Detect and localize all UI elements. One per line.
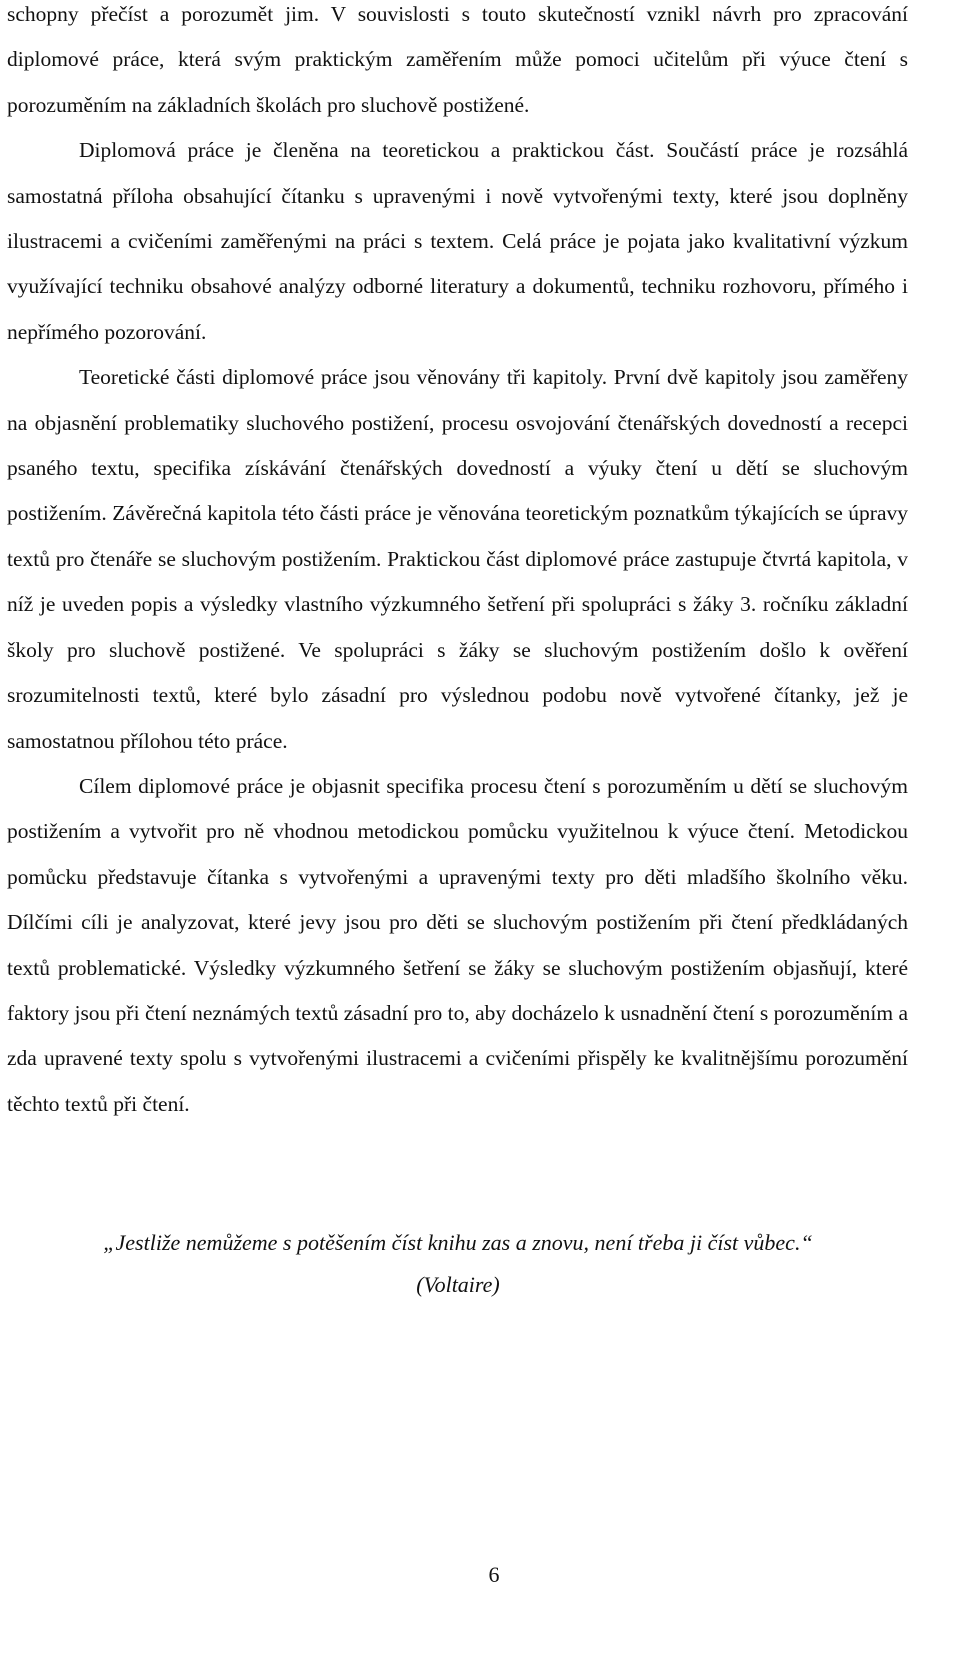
body-text <box>7 0 908 1127</box>
epigraph-quote <box>0 1222 916 1306</box>
quote-author: (Voltaire) <box>416 1272 500 1297</box>
paragraph-2: Diplomová práce je členěna na teoretickou a praktickou část. Součástí práce je rozsáhlá samostatná příloha obsahující čítanku s upravenými i nově vytvořenými texty, které jsou doplněny ilustracemi a cvičeními zaměřenými na práci s textem. Celá práce je pojata jako kvalitativní výzkum využívající techniku obsahové analýzy odborné literatury a dokumentů, techniku rozhovoru, přímého i nepřímého pozorování. <box>7 138 908 344</box>
page-number: 6 <box>488 1562 500 1587</box>
paragraph-3: Teoretické části diplomové práce jsou věnovány tři kapitoly. První dvě kapitoly jsou zaměřeny na objasnění problematiky sluchového postižení, procesu osvojování čtenářských dovedností a recepci psaného textu, specifika získávání čtenářských dovedností a výuky čtení u dětí se sluchovým postižením. Závěrečná kapitola této části práce je věnována teoretickým poznatkům týkajících se úpravy textů pro čtenáře se sluchovým postižením. Praktickou část diplomové práce zastupuje čtvrtá kapitola, v níž je uveden popis a výsledky vlastního výzkumného šetření při spolupráci s žáky 3. ročníku základní školy pro sluchově postižené. Ve spolupráci s žáky se sluchovým postižením došlo k ověření srozumitelnosti textů, které bylo zásadní pro výslednou podobu nově vytvořené čítanky, jež je samostatnou přílohou této práce. <box>7 365 908 753</box>
quote-text: „Jestliže nemůžeme s potěšením číst knihu zas a znovu, není třeba ji číst vůbec.“ <box>103 1230 813 1255</box>
paragraph-1: schopny přečíst a porozumět jim. V souvislosti s touto skutečností vznikl návrh pro zpracování diplomové práce, která svým praktickým zaměřením může pomoci učitelům při výuce čtení s porozuměním na základních školách pro sluchově postižené. <box>7 2 908 117</box>
paragraph-4: Cílem diplomové práce je objasnit specifika procesu čtení s porozuměním u dětí se sluchovým postižením a vytvořit pro ně vhodnou metodickou pomůcku využitelnou k výuce čtení. Metodickou pomůcku představuje čítanka s vytvořenými a upravenými texty pro děti mladšího školního věku. Dílčími cíli je analyzovat, které jevy jsou pro děti se sluchovým postižením při čtení předkládaných textů problematické. Výsledky výzkumného šetření se žáky se sluchovým postižením objasňují, které faktory jsou při čtení neznámých textů zásadní pro to, aby docházelo k usnadnění čtení s porozuměním a zda upravené texty spolu s vytvořenými ilustracemi a cvičeními přispěly ke kvalitnějšímu porozumění těchto textů při čtení. <box>7 773 908 1116</box>
